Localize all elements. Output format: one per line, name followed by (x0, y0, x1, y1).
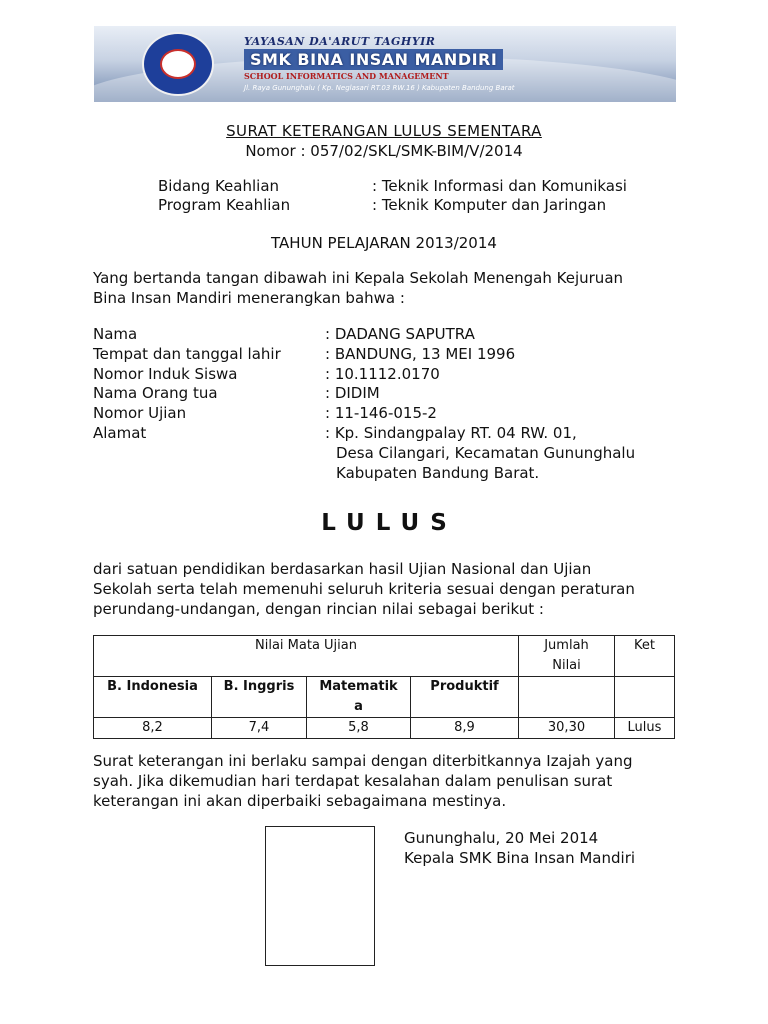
value-productive: 8,9 (411, 718, 519, 739)
bidang-label: Bidang Keahlian (158, 177, 280, 195)
grades-table (93, 635, 675, 739)
header-subjects-group: Nilai Mata Ujian (94, 636, 519, 677)
logo-emblem-icon (160, 49, 196, 79)
parent-label: Nama Orang tua (93, 384, 218, 402)
parent-value: : DIDIM (325, 384, 380, 402)
bidang-value: : Teknik Informasi dan Komunikasi (372, 177, 627, 195)
school-subtitle: SCHOOL INFORMATICS AND MANAGEMENT (244, 71, 449, 81)
exam-label: Nomor Ujian (93, 404, 187, 422)
subject-indonesian: B. Indonesia (94, 677, 212, 718)
school-logo (142, 32, 214, 96)
nis-value: : 10.1112.0170 (325, 365, 440, 383)
address-line-3: Kabupaten Bandung Barat. (336, 464, 540, 482)
closing-line-2: syah. Jika dikemudian hari terdapat kesalahan dalam penulisan surat (93, 772, 613, 790)
address-line-1: : Kp. Sindangpalay RT. 04 RW. 01, (325, 424, 577, 442)
value-total: 30,30 (519, 718, 615, 739)
name-label: Nama (93, 325, 138, 343)
address-line-2: Desa Cilangari, Kecamatan Gununghalu (336, 444, 636, 462)
value-note: Lulus (615, 718, 675, 739)
header-total (519, 636, 615, 677)
birth-value: : BANDUNG, 13 MEI 1996 (325, 345, 516, 363)
subject-english: B. Inggris (212, 677, 307, 718)
signature-position: Kepala SMK Bina Insan Mandiri (404, 849, 636, 867)
header-total-line-1: Jumlah (544, 638, 589, 653)
academic-year: TAHUN PELAJARAN 2013/2014 (271, 234, 497, 252)
note-empty-cell (615, 677, 675, 718)
value-indonesian: 8,2 (94, 718, 212, 739)
result-line-1: dari satuan pendidikan berdasarkan hasil Ujian Nasional dan Ujian (93, 560, 592, 578)
result-line-2: Sekolah serta telah memenuhi seluruh kriteria sesuai dengan peraturan (93, 580, 635, 598)
subject-math (307, 677, 411, 718)
subject-math-line-2: a (354, 699, 363, 714)
closing-line-1: Surat keterangan ini berlaku sampai dengan diterbitkannya Izajah yang (93, 752, 633, 770)
nis-label: Nomor Induk Siswa (93, 365, 238, 383)
subject-productive: Produktif (411, 677, 519, 718)
foundation-name: YAYASAN DA'ARUT TAGHYIR (244, 35, 436, 48)
document-title: SURAT KETERANGAN LULUS SEMENTARA (226, 122, 542, 140)
letterhead-banner (94, 26, 676, 102)
intro-line-2: Bina Insan Mandiri menerangkan bahwa : (93, 289, 405, 307)
intro-line-1: Yang bertanda tangan dibawah ini Kepala Sekolah Menengah Kejuruan (93, 269, 624, 287)
school-name: SMK BINA INSAN MANDIRI (244, 49, 503, 70)
value-english: 7,4 (212, 718, 307, 739)
address-label: Alamat (93, 424, 147, 442)
graduation-status: LULUS (321, 510, 458, 536)
name-value: : DADANG SAPUTRA (325, 325, 475, 343)
result-line-3: perundang-undangan, dengan rincian nilai sebagai berikut : (93, 600, 544, 618)
document-number: Nomor : 057/02/SKL/SMK-BIM/V/2014 (245, 142, 523, 160)
table-header-row (94, 636, 675, 677)
value-math: 5,8 (307, 718, 411, 739)
birth-label: Tempat dan tanggal lahir (93, 345, 281, 363)
table-row (94, 718, 675, 739)
school-address: Jl. Raya Gununghalu ( Kp. Neglasari RT.03 RW.16 ) Kabupaten Bandung Barat (244, 84, 515, 92)
header-total-line-2: Nilai (552, 658, 581, 673)
header-note: Ket (615, 636, 675, 677)
photo-placeholder (265, 826, 375, 966)
signature-place-date: Gununghalu, 20 Mei 2014 (404, 829, 599, 847)
program-label: Program Keahlian (158, 196, 291, 214)
subject-math-line-1: Matematik (319, 679, 398, 694)
closing-line-3: keterangan ini akan diperbaiki sebagaimana mestinya. (93, 792, 507, 810)
total-empty-cell (519, 677, 615, 718)
table-subject-row (94, 677, 675, 718)
program-value: : Teknik Komputer dan Jaringan (372, 196, 607, 214)
exam-value: : 11-146-015-2 (325, 404, 437, 422)
